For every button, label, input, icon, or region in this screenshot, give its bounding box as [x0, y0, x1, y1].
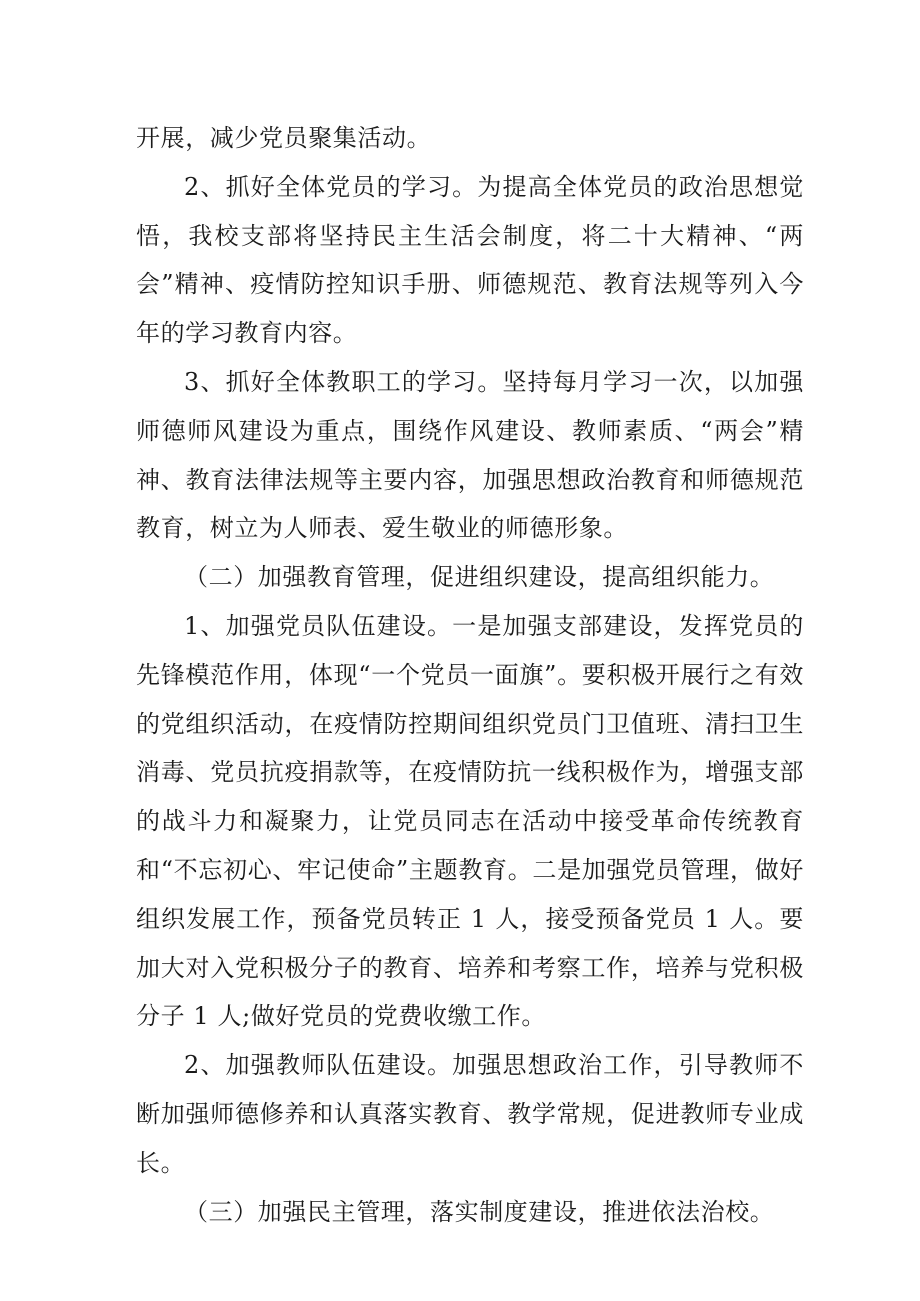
section-heading-3: （三）加强民主管理，落实制度建设，推进依法治校。 [184, 1197, 775, 1226]
section-heading-2: （二）加强教育管理，促进组织建设，提高组织能力。 [184, 563, 775, 592]
paragraph-party-team-building: 1、加强党员队伍建设。一是加强支部建设，发挥党员的先锋模范作用，体现“一个党员一面旗”。要积极开展行之有效的党组织活动，在疫情防控期间组织党员门卫值班、清扫卫生消毒、党员抗疫捐款等，在疫情防抗一线积极作为，增强支部的战斗力和凝聚力，让党员同志在活动中接受革命传统教育和“不忘初心、牢记使命”主题教育。二是加强党员管理，做好组织发展工作，预备党员转正 1 人，接受预备党员 1 人。要加大对入党积极分子的教育、培养和考察工作，培养与党积极分子 1 人;做好党员的党费收缴工作。 [136, 611, 804, 1031]
paragraph-teacher-team-building: 2、加强教师队伍建设。加强思想政治工作，引导教师不断加强师德修养和认真落实教育、教学常规，促进教师专业成长。 [136, 1051, 804, 1177]
paragraph-staff-study: 3、抓好全体教职工的学习。坚持每月学习一次，以加强师德师风建设为重点，围绕作风建设、教师素质、“两会”精神、教育法律法规等主要内容，加强思想政治教育和师德规范教育，树立为人师表、爱生敬业的师德形象。 [136, 367, 804, 543]
document-body [136, 114, 804, 1236]
paragraph-continuation: 开展，减少党员聚集活动。 [136, 124, 432, 152]
paragraph-party-member-study: 2、抓好全体党员的学习。为提高全体党员的政治思想觉悟，我校支部将坚持民主生活会制度，将二十大精神、“两会”精神、疫情防控知识手册、师德规范、教育法规等列入今年的学习教育内容。 [136, 172, 804, 348]
